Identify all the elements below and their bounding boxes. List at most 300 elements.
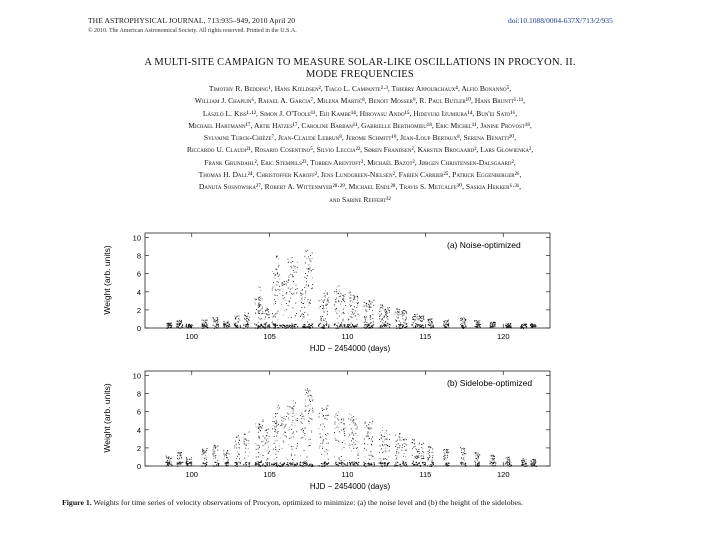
weight-point <box>305 390 306 391</box>
weight-point <box>465 453 466 454</box>
weight-point <box>301 302 302 303</box>
weight-point <box>181 452 182 453</box>
weight-point <box>266 314 267 315</box>
weight-point <box>215 326 216 327</box>
weight-point <box>353 448 354 449</box>
weight-point <box>322 463 323 464</box>
weight-point <box>235 462 236 463</box>
weight-point <box>303 324 304 325</box>
weight-point <box>365 422 366 423</box>
weight-point <box>533 464 534 465</box>
weight-point <box>278 289 279 290</box>
weight-point <box>492 326 493 327</box>
weight-point <box>284 284 285 285</box>
weight-point <box>364 325 365 326</box>
weight-point <box>396 321 397 322</box>
weight-point <box>264 324 265 325</box>
weight-point <box>446 458 447 459</box>
weight-point <box>274 324 275 325</box>
weight-point <box>429 452 430 453</box>
weight-point <box>290 462 291 463</box>
weight-point <box>403 325 404 326</box>
weight-point <box>369 455 370 456</box>
weight-point <box>521 461 522 462</box>
weight-point <box>364 306 365 307</box>
weight-point <box>381 438 382 439</box>
weight-point <box>352 462 353 463</box>
weight-point <box>396 457 397 458</box>
weight-point <box>309 464 310 465</box>
weight-point <box>465 320 466 321</box>
weight-point <box>460 318 461 319</box>
weight-point <box>432 323 433 324</box>
weight-point <box>170 325 171 326</box>
weight-point <box>406 317 407 318</box>
weight-point <box>404 440 405 441</box>
weight-point <box>323 308 324 309</box>
weight-point <box>464 323 465 324</box>
weight-point <box>358 314 359 315</box>
weight-point <box>290 465 291 466</box>
weight-point <box>401 314 402 315</box>
weight-point <box>357 305 358 306</box>
weight-point <box>364 448 365 449</box>
weight-point <box>415 320 416 321</box>
weight-point <box>204 325 205 326</box>
weight-point <box>301 422 302 423</box>
weight-point <box>387 463 388 464</box>
weight-point <box>281 420 282 421</box>
weight-point <box>369 429 370 430</box>
weight-point <box>405 320 406 321</box>
weight-point <box>292 324 293 325</box>
weight-point <box>348 313 349 314</box>
weight-point <box>421 447 422 448</box>
weight-point <box>293 270 294 271</box>
weight-point <box>202 320 203 321</box>
weight-point <box>382 326 383 327</box>
weight-point <box>262 312 263 313</box>
weight-point <box>402 445 403 446</box>
weight-point <box>258 462 259 463</box>
weight-point <box>476 452 477 453</box>
weight-point <box>310 260 311 261</box>
weight-point <box>447 324 448 325</box>
weight-point <box>262 308 263 309</box>
weight-point <box>335 422 336 423</box>
weight-point <box>218 321 219 322</box>
weight-point <box>275 301 276 302</box>
weight-point <box>287 459 288 460</box>
weight-point <box>255 298 256 299</box>
weight-point <box>324 293 325 294</box>
weight-point <box>400 433 401 434</box>
weight-point <box>354 313 355 314</box>
weight-point <box>509 325 510 326</box>
weight-point <box>384 316 385 317</box>
weight-point <box>246 445 247 446</box>
weight-point <box>351 311 352 312</box>
weight-point <box>275 416 276 417</box>
weight-point <box>248 326 249 327</box>
weight-point <box>405 438 406 439</box>
weight-point <box>480 320 481 321</box>
weight-point <box>398 324 399 325</box>
weight-point <box>226 327 227 328</box>
weight-point <box>372 441 373 442</box>
weight-point <box>285 432 286 433</box>
weight-point <box>381 320 382 321</box>
weight-point <box>247 327 248 328</box>
weight-point <box>295 303 296 304</box>
weight-point <box>343 295 344 296</box>
weight-point <box>236 444 237 445</box>
weight-point <box>421 327 422 328</box>
weight-point <box>336 464 337 465</box>
weight-point <box>384 325 385 326</box>
weight-point <box>171 462 172 463</box>
weight-point <box>374 462 375 463</box>
weight-point <box>277 433 278 434</box>
weight-point <box>475 454 476 455</box>
weight-point <box>400 324 401 325</box>
weight-point <box>355 440 356 441</box>
weight-point <box>308 392 309 393</box>
weight-point <box>310 395 311 396</box>
weight-point <box>461 452 462 453</box>
weight-point <box>463 452 464 453</box>
weight-point <box>445 320 446 321</box>
weight-point <box>351 415 352 416</box>
weight-point <box>226 455 227 456</box>
weight-point <box>302 423 303 424</box>
weight-point <box>419 451 420 452</box>
weight-point <box>492 459 493 460</box>
title-line-1: A MULTI-SITE CAMPAIGN TO MEASURE SOLAR-LIKE OSCILLATIONS IN PROCYON. II. <box>144 57 576 68</box>
weight-point <box>278 258 279 259</box>
weight-point <box>303 303 304 304</box>
weight-point <box>269 327 270 328</box>
weight-point <box>246 466 247 467</box>
weight-point <box>237 316 238 317</box>
weight-point <box>415 448 416 449</box>
weight-point <box>306 281 307 282</box>
weight-point <box>412 442 413 443</box>
weight-point <box>381 437 382 438</box>
weight-point <box>444 455 445 456</box>
weight-point <box>365 444 366 445</box>
weight-point <box>353 416 354 417</box>
weight-point <box>475 456 476 457</box>
weight-point <box>387 307 388 308</box>
weight-point <box>462 454 463 455</box>
weight-point <box>494 324 495 325</box>
weight-point <box>276 423 277 424</box>
weight-point <box>396 453 397 454</box>
weight-point <box>228 326 229 327</box>
weight-point <box>307 314 308 315</box>
weight-point <box>281 466 282 467</box>
weight-point <box>291 408 292 409</box>
weight-point <box>284 297 285 298</box>
weight-point <box>534 461 535 462</box>
weight-point <box>213 466 214 467</box>
weight-point <box>403 456 404 457</box>
weight-point <box>343 300 344 301</box>
weight-point <box>414 319 415 320</box>
weight-point <box>308 271 309 272</box>
weight-point <box>342 442 343 443</box>
weight-point <box>320 323 321 324</box>
weight-point <box>382 466 383 467</box>
weight-point <box>367 427 368 428</box>
weight-point <box>312 466 313 467</box>
weight-point <box>287 326 288 327</box>
weight-point <box>181 456 182 457</box>
weight-point <box>309 423 310 424</box>
weight-point <box>365 318 366 319</box>
weight-point <box>237 466 238 467</box>
weight-point <box>282 466 283 467</box>
weight-point <box>309 400 310 401</box>
weight-point <box>265 327 266 328</box>
weight-point <box>306 462 307 463</box>
weight-point <box>301 414 302 415</box>
weight-point <box>305 400 306 401</box>
weight-point <box>205 323 206 324</box>
weight-point <box>343 324 344 325</box>
weight-point <box>191 459 192 460</box>
weight-point <box>464 453 465 454</box>
weight-point <box>205 458 206 459</box>
weight-point <box>292 433 293 434</box>
weight-point <box>464 449 465 450</box>
weight-point <box>254 324 255 325</box>
weight-point <box>405 450 406 451</box>
weight-point <box>238 447 239 448</box>
weight-point <box>294 272 295 273</box>
weight-point <box>237 437 238 438</box>
weight-point <box>202 324 203 325</box>
weight-point <box>417 456 418 457</box>
weight-point <box>305 297 306 298</box>
weight-point <box>255 304 256 305</box>
weight-point <box>413 316 414 317</box>
journal-header: THE ASTROPHYSICAL JOURNAL, 713:935–949, 2010 April 20 <box>88 16 296 25</box>
weight-point <box>461 458 462 459</box>
weight-point <box>180 455 181 456</box>
weight-point <box>345 305 346 306</box>
weight-point <box>320 437 321 438</box>
weight-point <box>492 323 493 324</box>
weight-point <box>237 452 238 453</box>
weight-point <box>357 298 358 299</box>
weight-point <box>384 444 385 445</box>
weight-point <box>273 417 274 418</box>
weight-point <box>523 464 524 465</box>
weight-point <box>412 322 413 323</box>
weight-point <box>307 326 308 327</box>
weight-point <box>506 463 507 464</box>
weight-point <box>272 313 273 314</box>
weight-point <box>429 455 430 456</box>
weight-point <box>277 407 278 408</box>
weight-point <box>448 323 449 324</box>
weight-point <box>448 465 449 466</box>
weight-point <box>355 424 356 425</box>
weight-point <box>308 391 309 392</box>
weight-point <box>167 464 168 465</box>
weight-point <box>258 435 259 436</box>
weight-point <box>304 312 305 313</box>
weight-point <box>311 430 312 431</box>
weight-point <box>206 322 207 323</box>
weight-point <box>291 446 292 447</box>
weight-point <box>320 433 321 434</box>
weight-point <box>478 458 479 459</box>
weight-point <box>366 306 367 307</box>
weight-point <box>205 321 206 322</box>
weight-point <box>368 428 369 429</box>
weight-point <box>342 326 343 327</box>
weight-point <box>430 464 431 465</box>
weight-point <box>366 327 367 328</box>
weight-point <box>258 287 259 288</box>
weight-point <box>394 466 395 467</box>
weight-point <box>275 317 276 318</box>
weight-point <box>342 327 343 328</box>
weight-point <box>302 289 303 290</box>
weight-point <box>382 430 383 431</box>
weight-point <box>322 448 323 449</box>
weight-point <box>289 427 290 428</box>
weight-point <box>205 466 206 467</box>
weight-point <box>258 449 259 450</box>
weight-point <box>423 455 424 456</box>
weight-point <box>286 416 287 417</box>
weight-point <box>276 290 277 291</box>
weights-plot-noise-optimized <box>95 228 575 358</box>
weight-point <box>417 457 418 458</box>
weight-point <box>266 430 267 431</box>
weight-point <box>177 466 178 467</box>
weight-point <box>443 450 444 451</box>
weight-point <box>322 446 323 447</box>
weight-point <box>307 393 308 394</box>
weight-point <box>327 415 328 416</box>
weight-point <box>267 458 268 459</box>
weight-point <box>508 462 509 463</box>
weight-point <box>522 465 523 466</box>
weight-point <box>358 302 359 303</box>
weight-point <box>275 327 276 328</box>
weight-point <box>306 464 307 465</box>
x-tick-label: 115 <box>419 332 432 341</box>
weight-point <box>261 442 262 443</box>
weight-point <box>328 459 329 460</box>
weight-point <box>398 316 399 317</box>
weight-point <box>281 424 282 425</box>
weight-point <box>292 462 293 463</box>
weight-point <box>432 463 433 464</box>
weight-point <box>365 463 366 464</box>
weight-point <box>312 278 313 279</box>
weight-point <box>474 461 475 462</box>
weight-point <box>351 305 352 306</box>
weight-point <box>302 316 303 317</box>
weight-point <box>349 325 350 326</box>
weight-point <box>262 455 263 456</box>
weight-point <box>264 327 265 328</box>
weight-point <box>341 301 342 302</box>
weight-point <box>349 448 350 449</box>
weight-point <box>300 415 301 416</box>
weight-point <box>267 464 268 465</box>
weight-point <box>306 251 307 252</box>
weight-point <box>423 315 424 316</box>
weight-point <box>444 459 445 460</box>
weights-plot-sidelobe-optimized <box>95 366 575 496</box>
weight-point <box>313 412 314 413</box>
weight-point <box>370 464 371 465</box>
x-tick-label: 110 <box>341 470 354 479</box>
weight-point <box>406 464 407 465</box>
weight-point <box>246 319 247 320</box>
weight-point <box>479 454 480 455</box>
weight-point <box>524 324 525 325</box>
weight-point <box>180 464 181 465</box>
weight-point <box>350 445 351 446</box>
weight-point <box>324 465 325 466</box>
weight-point <box>358 458 359 459</box>
weight-point <box>268 453 269 454</box>
weight-point <box>433 455 434 456</box>
weight-point <box>213 448 214 449</box>
weight-point <box>495 465 496 466</box>
doi-link[interactable]: doi:10.1088/0004-637X/713/2/935 <box>508 16 613 25</box>
weight-point <box>238 462 239 463</box>
weight-point <box>206 457 207 458</box>
weight-point <box>290 438 291 439</box>
author-line: and Sabine Reffert³² <box>329 194 391 204</box>
weight-point <box>285 326 286 327</box>
weight-point <box>171 327 172 328</box>
weight-point <box>303 416 304 417</box>
weight-point <box>259 297 260 298</box>
weight-point <box>463 464 464 465</box>
y-tick-label: 10 <box>132 233 141 243</box>
weight-point <box>404 446 405 447</box>
weight-point <box>448 452 449 453</box>
weight-point <box>385 463 386 464</box>
y-axis-label: Weight (arb. units) <box>102 245 112 315</box>
weight-point <box>397 449 398 450</box>
weight-point <box>275 324 276 325</box>
weight-point <box>276 457 277 458</box>
weight-point <box>356 441 357 442</box>
weight-point <box>493 465 494 466</box>
weight-point <box>296 420 297 421</box>
weight-point <box>278 327 279 328</box>
weight-point <box>370 319 371 320</box>
weight-point <box>492 464 493 465</box>
weight-point <box>278 319 279 320</box>
weight-point <box>277 313 278 314</box>
weight-point <box>463 457 464 458</box>
weight-point <box>415 457 416 458</box>
weight-point <box>327 311 328 312</box>
weight-point <box>279 408 280 409</box>
